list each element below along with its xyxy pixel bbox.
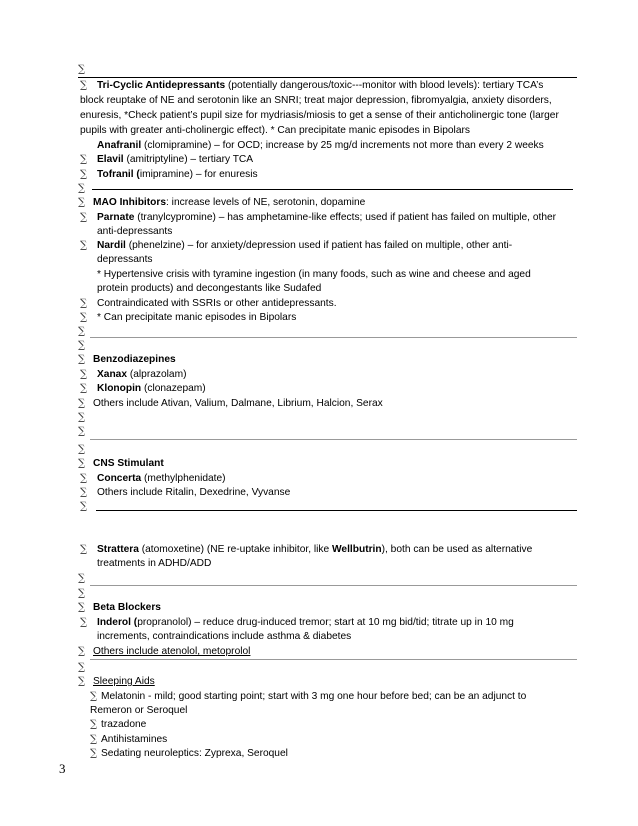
divider [92, 189, 573, 190]
inderol-cont: increments, contraindications include asthma & diabetes [97, 631, 352, 642]
parnate-cont: anti-depressants [97, 226, 173, 237]
strattera-item: Strattera (atomoxetine) (NE re-uptake inhibitor, like Wellbutrin), both can be used as alternative [97, 544, 533, 555]
bullet-icon: ∑ [80, 240, 88, 251]
bullet-icon: ∑ [80, 312, 88, 323]
bullet-icon: ∑ [80, 487, 88, 498]
cns-heading: CNS Stimulant [93, 458, 164, 469]
bullet-icon: ∑ [78, 412, 86, 423]
divider [78, 77, 577, 78]
bullet-icon: ∑ [78, 458, 86, 469]
bullet-icon: ∑ [90, 719, 98, 730]
divider [90, 659, 577, 660]
bullet-icon: ∑ [80, 80, 88, 91]
melatonin-item: Melatonin - mild; good starting point; start with 3 mg one hour before bed; can be an adjunct to [101, 691, 527, 702]
bullet-icon: ∑ [80, 383, 88, 394]
bullet-icon: ∑ [80, 617, 88, 628]
divider [90, 337, 577, 338]
bullet-icon: ∑ [78, 444, 86, 455]
nardil-cont: depressants [97, 254, 153, 265]
concerta-item: Concerta (methylphenidate) [97, 473, 226, 484]
bullet-icon: ∑ [78, 573, 86, 584]
bullet-icon: ∑ [78, 398, 86, 409]
bullet-icon: ∑ [78, 354, 86, 365]
anafranil-item: Anafranil (clomipramine) – for OCD; increase by 25 mg/d increments not more than every 2 weeks [97, 140, 544, 151]
cns-others: Others include Ritalin, Dexedrine, Vyvanse [97, 487, 291, 498]
tca-line-1: Tri-Cyclic Antidepressants (potentially dangerous/toxic---monitor with blood levels): tertiary TCA’s [97, 80, 544, 91]
bullet-icon: ∑ [78, 197, 86, 208]
klonopin-item: Klonopin (clonazepam) [97, 383, 206, 394]
divider [96, 510, 577, 511]
parnate-item: Parnate (tranylcypromine) – has amphetamine-like effects; used if patient has failed on multiple, other [97, 212, 557, 223]
bullet-icon: ∑ [78, 676, 86, 687]
tca-line-3: enuresis, *Check patient’s pupil size for mydriasis/miosis to get a sense of their anticholinergic tone (larger [80, 110, 559, 121]
sleep-heading: Sleeping Aids [93, 676, 155, 687]
strattera-cont: treatments in ADHD/ADD [97, 558, 212, 569]
melatonin-cont: Remeron or Seroquel [90, 705, 188, 716]
bullet-icon: ∑ [78, 646, 86, 657]
bullet-icon: ∑ [78, 662, 86, 673]
bullet-icon: ∑ [80, 473, 88, 484]
beta-heading: Beta Blockers [93, 602, 161, 613]
bullet-icon: ∑ [78, 326, 86, 337]
bullet-icon: ∑ [90, 734, 98, 745]
bullet-icon: ∑ [80, 154, 88, 165]
bullet-icon: ∑ [78, 426, 86, 437]
contraindication-item: Contraindicated with SSRIs or other antidepressants. [97, 298, 337, 309]
bullet-icon: ∑ [80, 544, 88, 555]
xanax-item: Xanax (alprazolam) [97, 369, 187, 380]
bullet-icon: ∑ [80, 298, 88, 309]
inderol-item: Inderol (propranolol) – reduce drug-induced tremor; start at 10 mg bid/tid; titrate up in 10 mg [97, 617, 514, 628]
trazadone-item: trazadone [101, 719, 147, 730]
bullet-icon: ∑ [80, 169, 88, 180]
crisis-line-1: * Hypertensive crisis with tyramine ingestion (in many foods, such as wine and cheese and aged [97, 269, 531, 280]
tofranil-item: Tofranil (imipramine) – for enuresis [97, 169, 258, 180]
bullet-icon: ∑ [90, 748, 98, 759]
divider [90, 439, 577, 440]
elavil-item: Elavil (amitriptyline) – tertiary TCA [97, 154, 254, 165]
bullet-icon: ∑ [78, 183, 86, 194]
divider [90, 585, 577, 586]
crisis-line-2: protein products) and decongestants like Sudafed [97, 283, 322, 294]
benzo-others: Others include Ativan, Valium, Dalmane, Librium, Halcion, Serax [93, 398, 383, 409]
bullet-icon: ∑ [78, 588, 86, 599]
bullet-icon: ∑ [78, 340, 86, 351]
neuroleptics-item: Sedating neuroleptics: Zyprexa, Seroquel [101, 748, 288, 759]
nardil-item: Nardil (phenelzine) – for anxiety/depression used if patient has failed on multiple, other anti- [97, 240, 513, 251]
bullet-icon: ∑ [80, 212, 88, 223]
antihistamines-item: Antihistamines [101, 734, 168, 745]
bullet-icon: ∑ [78, 602, 86, 613]
bullet-icon: ∑ [78, 64, 86, 75]
tca-line-4: pupils with greater anti-cholinergic effect). * Can precipitate manic episodes in Bipolars [80, 125, 470, 136]
beta-others: Others include atenolol, metoprolol [93, 646, 251, 657]
page-number: 3 [59, 761, 66, 776]
maoi-heading: MAO Inhibitors: increase levels of NE, serotonin, dopamine [93, 197, 366, 208]
bullet-icon: ∑ [80, 501, 88, 512]
tca-line-2: block reuptake of NE and serotonin like an SNRI; treat major depression, fibromyalgia, anxiety disorders, [80, 95, 552, 106]
manic-item: * Can precipitate manic episodes in Bipolars [97, 312, 297, 323]
bullet-icon: ∑ [90, 691, 98, 702]
benzo-heading: Benzodiazepines [93, 354, 176, 365]
bullet-icon: ∑ [80, 369, 88, 380]
